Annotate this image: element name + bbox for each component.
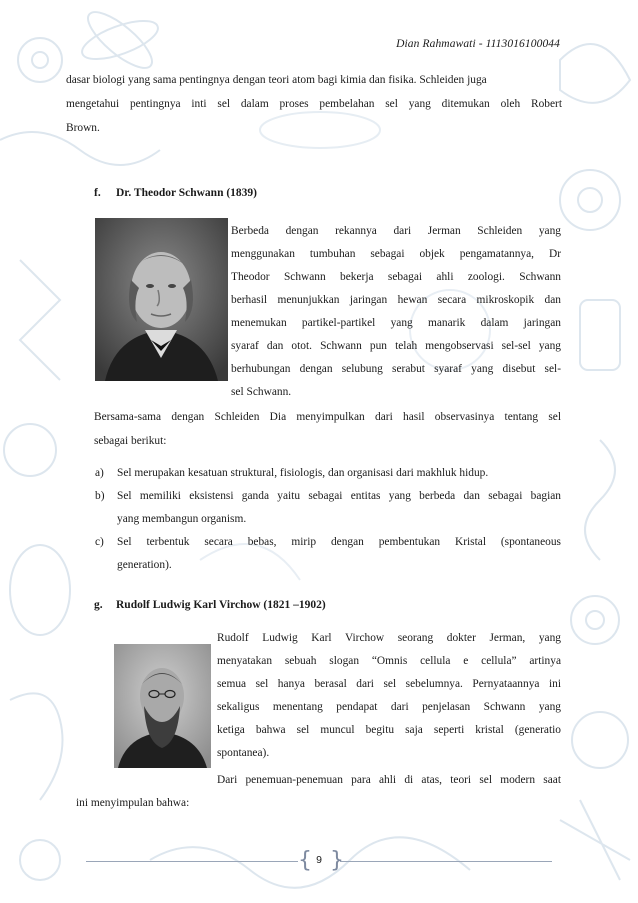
schwann-line-2: menggunakan tumbuhan sebagai objek pengamatannya, Dr <box>231 248 561 260</box>
list-item-c-text-1: Sel terbentuk secara bebas, mirip dengan pembentukan Kristal (spontaneous <box>117 536 561 548</box>
list-marker-c: c) <box>95 536 104 548</box>
intro-line-2: mengetahui pentingnya inti sel dalam proses pembelahan sel yang ditemukan oleh Robert <box>66 98 562 110</box>
rudolf-virchow-portrait <box>114 644 211 768</box>
list-marker-a: a) <box>95 467 104 479</box>
section-f-label: f. <box>94 187 101 199</box>
schwann-line-3: Theodor Schwann bekerja sebagai ahli zoologi. Schwann <box>231 271 561 283</box>
intro-line-1: dasar biologi yang sama pentingnya dengan teori atom bagi kimia dan fisika. Schleiden juga <box>66 74 487 86</box>
list-item-b-line-2: yang membangun organism. <box>117 513 247 525</box>
conclusion-line-1: Bersama-sama dengan Schleiden Dia menyimpulkan dari hasil observasinya tentang sel <box>94 411 561 423</box>
list-item-c-line-2: generation). <box>117 559 172 571</box>
intro-line-3: Brown. <box>66 122 100 134</box>
list-item-a-text: Sel merupakan kesatuan struktural, fisiologis, dan organisasi dari makhluk hidup. <box>117 467 489 479</box>
list-marker-b: b) <box>95 490 105 502</box>
virchow-line-1: Rudolf Ludwig Karl Virchow seorang dokter Jerman, yang <box>217 632 561 644</box>
footer-bracket-right: } <box>330 848 344 873</box>
virchow-line-2: menyatakan sebuah slogan “Omnis cellula e cellula” artinya <box>217 655 561 667</box>
schwann-line-4: berhasil menunjukkan jaringan hewan secara mikroskopik dan <box>231 294 561 306</box>
schwann-line-7: berhubungan dengan selubung serabut syaraf yang disebut sel- <box>231 363 561 375</box>
list-item-b-text-1: Sel memiliki eksistensi ganda yaitu sebagai entitas yang berbeda dan sebagai bagian <box>117 490 561 502</box>
virchow-line-3: semua sel hanya berasal dari sel sebelumnya. Pernyataannya ini <box>217 678 561 690</box>
list-item-c <box>95 531 561 554</box>
page-number: 9 <box>316 854 322 866</box>
virchow-line-5: ketiga bahwa sel muncul begitu saja seperti kristal (generatio <box>217 724 561 736</box>
section-g-title: Rudolf Ludwig Karl Virchow (1821 –1902) <box>116 599 326 611</box>
footer-rule-right <box>340 861 552 862</box>
footer-bracket-left: { <box>298 848 312 873</box>
schwann-line-5: menemukan partikel-partikel yang manarik dalam jaringan <box>231 317 561 329</box>
closing-line-2: ini menyimpulan bahwa: <box>76 797 190 809</box>
list-item-a <box>95 462 561 485</box>
conclusion-line-2: sebagai berikut: <box>94 435 167 447</box>
closing-line-1: Dari penemuan-penemuan para ahli di atas, teori sel modern saat <box>217 774 561 786</box>
virchow-line-6: spontanea). <box>217 747 270 759</box>
schwann-line-8: sel Schwann. <box>231 386 292 398</box>
schwann-line-6: syaraf dan otot. Schwann pun telah mengobservasi sel-sel yang <box>231 340 561 352</box>
section-g-label: g. <box>94 599 103 611</box>
footer-rule-left <box>86 861 298 862</box>
theodor-schwann-portrait <box>95 218 228 381</box>
page-header-author: Dian Rahmawati - 1113016100044 <box>396 38 560 50</box>
section-f-title: Dr. Theodor Schwann (1839) <box>116 187 258 199</box>
schwann-line-1: Berbeda dengan rekannya dari Jerman Schleiden yang <box>231 225 561 237</box>
section-f-heading <box>94 187 257 199</box>
virchow-line-4: sekaligus menentang pendapat dari penjelasan Schwann yang <box>217 701 561 713</box>
section-g-heading <box>94 599 326 611</box>
list-item-b <box>95 485 561 508</box>
